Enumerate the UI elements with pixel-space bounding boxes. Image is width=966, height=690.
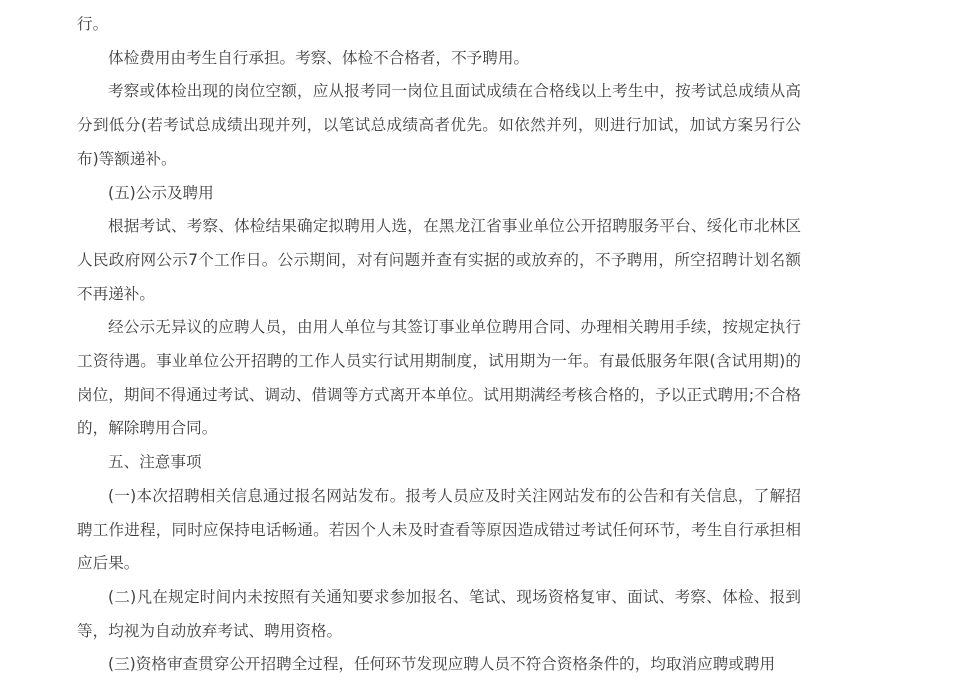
article-body <box>77 8 801 682</box>
paragraph-note-2: (二)凡在规定时间内未按照有关通知要求参加报名、笔试、现场资格复审、面试、考察、体检、报到等，均视为自动放弃考试、聘用资格。 <box>77 587 801 640</box>
paragraph-publicity: 根据考试、考察、体检结果确定拟聘用人选，在黑龙江省事业单位公开招聘服务平台、绥化市北林区人民政府网公示7个工作日。公示期间，对有问题并查有实据的或放弃的，不予聘用，所空招聘计划名额不再递补。 <box>77 217 801 303</box>
paragraph-vacancy-replacement: 考察或体检出现的岗位空额，应从报考同一岗位且面试成绩在合格线以上考生中，按考试总成绩从高分到低分(若考试总成绩出现并列，以笔试总成绩高者优先。如依然并列，则进行加试，加试方案另行公布)等额递补。 <box>77 82 801 168</box>
section-heading-notes: 五、注意事项 <box>108 453 202 472</box>
paragraph-medical-fee: 体检费用由考生自行承担。考察、体检不合格者，不予聘用。 <box>108 48 530 67</box>
section-heading-publicity-hiring: (五)公示及聘用 <box>108 183 214 202</box>
paragraph-contract-probation: 经公示无异议的应聘人员，由用人单位与其签订事业单位聘用合同、办理相关聘用手续，按规定执行工资待遇。事业单位公开招聘的工作人员实行试用期制度，试用期为一年。有最低服务年限(含试用期)的岗位，期间不得通过考试、调动、借调等方式离开本单位。试用期满经考核合格的，予以正式聘用;不合格的，解除聘用合同。 <box>77 318 801 438</box>
paragraph-note-3: (三)资格审查贯穿公开招聘全过程，任何环节发现应聘人员不符合资格条件的，均取消应聘或聘用 <box>108 655 776 674</box>
paragraph-note-1: (一)本次招聘相关信息通过报名网站发布。报考人员应及时关注网站发布的公告和有关信息，了解招聘工作进程，同时应保持电话畅通。若因个人未及时查看等原因造成错过考试任何环节，考生自行承担相应后果。 <box>77 486 801 573</box>
paragraph-continuation: 行。 <box>77 15 109 33</box>
